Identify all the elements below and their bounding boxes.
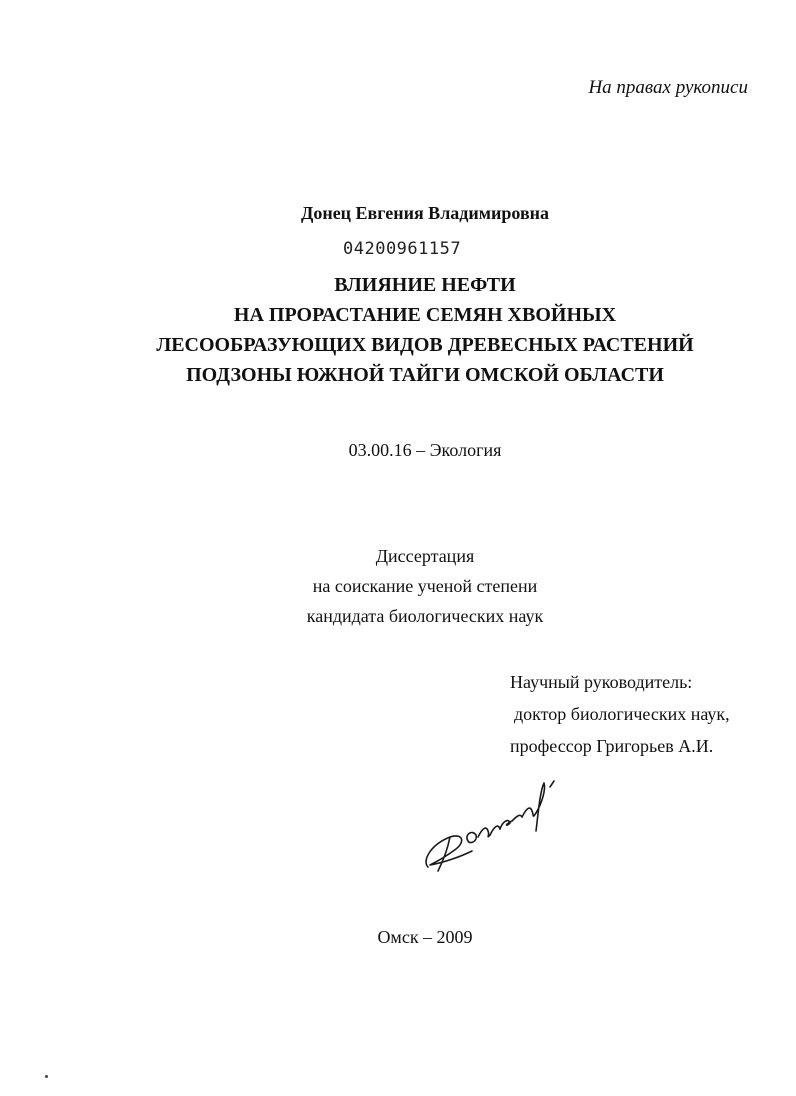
degree-block [0, 541, 796, 631]
supervisor-heading: Научный руководитель: [510, 672, 693, 692]
handwritten-signature [420, 775, 570, 880]
scan-speck [45, 1075, 48, 1078]
degree-line: на соискание ученой степени [312, 576, 538, 596]
title-line: ВЛИЯНИЕ НЕФТИ [334, 274, 516, 296]
title-line: ПОДЗОНЫ ЮЖНОЙ ТАЙГИ ОМСКОЙ ОБЛАСТИ [186, 364, 664, 386]
title-line: НА ПРОРАСТАНИЕ СЕМЯН ХВОЙНЫХ [233, 304, 617, 326]
title-line: ЛЕСООБРАЗУЮЩИХ ВИДОВ ДРЕВЕСНЫХ РАСТЕНИЙ [156, 334, 694, 356]
degree-line: кандидата биологических наук [306, 606, 544, 626]
place-and-year: Омск – 2009 [377, 927, 473, 947]
supervisor-block [510, 666, 730, 762]
inventory-number: 04200961157 [343, 239, 462, 259]
supervisor-name: профессор Григорьев А.И. [510, 736, 714, 756]
specialty-code: 03.00.16 – Экология [348, 440, 502, 460]
degree-line: Диссертация [375, 546, 475, 566]
dissertation-title [0, 270, 796, 390]
rights-note: На правах рукописи [588, 77, 748, 98]
supervisor-degree: доктор биологических наук, [514, 704, 730, 724]
author-name: Донец Евгения Владимировна [300, 203, 550, 223]
